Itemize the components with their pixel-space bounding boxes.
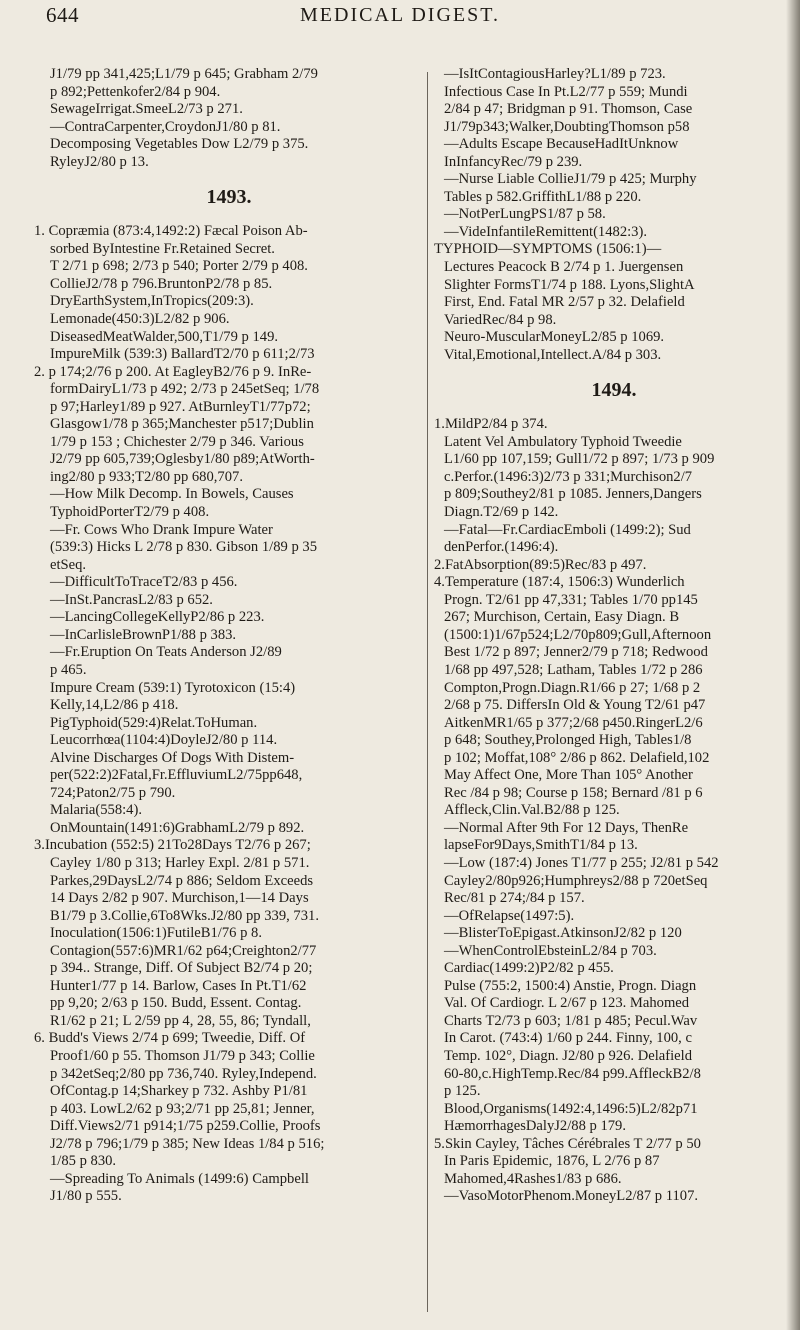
index-line: J1/79p343;Walker,DoubtingThomson p58 (444, 118, 690, 135)
index-line: —NotPerLungPS1/87 p 58. (444, 206, 606, 223)
index-line: Slighter FormsT1/74 p 188. Lyons,SlightA (444, 276, 695, 293)
index-line: Kelly,14,L2/86 p 418. (50, 697, 179, 714)
index-line: R1/62 p 21; L 2/59 pp 4, 28, 55, 86; Tyndall, (50, 1012, 311, 1029)
index-line: Proof1/60 p 55. Thomson J1/79 p 343; Collie (50, 1047, 315, 1064)
index-line: Leucorrhœa(1104:4)DoyleJ2/80 p 114. (50, 732, 278, 749)
index-line: 1/79 p 153 ; Chichester 2/79 p 346. Various (50, 433, 304, 450)
index-line: Infectious Case In Pt.L2/77 p 559; Mundi (444, 83, 688, 100)
index-line: 14 Days 2/82 p 907. Murchison,1—14 Days (50, 890, 309, 907)
index-line: p 394.. Strange, Diff. Of Subject B2/74 p 20; (50, 960, 313, 977)
index-line: Rec/81 p 274;/84 p 157. (444, 890, 585, 907)
index-line: —OfRelapse(1497:5). (444, 907, 575, 924)
index-line: RyleyJ2/80 p 13. (50, 153, 149, 170)
index-line: Alvine Discharges Of Dogs With Distem- (50, 749, 295, 766)
index-line: etSeq. (50, 556, 87, 573)
index-line: J2/78 p 796;1/79 p 385; New Ideas 1/84 p 516; (50, 1135, 325, 1152)
index-line: TyphoidPorterT2/79 p 408. (50, 504, 210, 521)
index-line: —IsItContagiousHarley?L1/89 p 723. (444, 66, 666, 82)
index-line: Impure Cream (539:1) Tyrotoxicon (15:4) (50, 679, 296, 696)
index-line: 724;Paton2/75 p 790. (50, 784, 176, 801)
year-heading: 1494. (591, 379, 637, 402)
index-line: Charts T2/73 p 603; 1/81 p 485; Pecul.Wav (444, 1012, 698, 1029)
index-line: VariedRec/84 p 98. (444, 311, 557, 328)
index-line: —WhenControlEbsteinL2/84 p 703. (444, 942, 657, 959)
index-line: 60-80,c.HighTemp.Rec/84 p99.AffleckB2/8 (444, 1065, 701, 1082)
index-line: —Normal After 9th For 12 Days, ThenRe (444, 819, 689, 836)
index-line: Cayley2/80p926;Humphreys2/88 p 720etSeq (444, 872, 708, 889)
index-line: 5.Skin Cayley, Tâches Cérébrales T 2/77 p 50 (434, 1135, 701, 1152)
index-line: p 125. (444, 1083, 481, 1100)
index-line: p 648; Southey,Prolonged High, Tables1/8 (444, 732, 692, 749)
index-line: (539:3) Hicks L 2/78 p 830. Gibson 1/89 p 35 (50, 539, 317, 556)
index-line: Hunter1/77 p 14. Barlow, Cases In Pt.T1/62 (50, 977, 307, 994)
index-line: DiseasedMeatWalder,500,T1/79 p 149. (50, 328, 279, 345)
index-line: B1/79 p 3.Collie,6To8Wks.J2/80 pp 339, 731. (50, 907, 319, 924)
index-line: —LancingCollegeKellyP2/86 p 223. (50, 609, 265, 626)
index-line: May Affect One, More Than 105° Another (444, 767, 693, 784)
index-line: Malaria(558:4). (50, 802, 142, 819)
index-line: per(522:2)2Fatal,Fr.EffluviumL2/75pp648, (50, 767, 303, 784)
index-line: —InSt.PancrasL2/83 p 652. (50, 591, 213, 608)
index-line: Temp. 102°, Diagn. J2/80 p 926. Delafield (444, 1047, 693, 1064)
index-line: (1500:1)1/67p524;L2/70p809;Gull,Afternoon (444, 626, 712, 643)
index-line: denPerfor.(1496:4). (444, 539, 559, 556)
index-line: —How Milk Decomp. In Bowels, Causes (50, 486, 294, 503)
index-line: In Carot. (743:4) 1/60 p 244. Finny, 100, c (444, 1030, 692, 1047)
index-line: p 342etSeq;2/80 pp 736,740. Ryley,Independ. (50, 1065, 317, 1082)
page-edge-shadow (786, 0, 800, 1330)
index-line: J1/79 pp 341,425;L1/79 p 645; Grabham 2/79 (50, 66, 318, 82)
index-line: Vital,Emotional,Intellect.A/84 p 303. (444, 346, 662, 363)
index-line: Cardiac(1499:2)P2/82 p 455. (444, 960, 614, 977)
index-line: J2/79 pp 605,739;Oglesby1/80 p89;AtWorth- (50, 451, 315, 468)
index-line: 1.MildP2/84 p 374. (434, 416, 548, 433)
index-line: Affleck,Clin.Val.B2/88 p 125. (444, 802, 620, 819)
index-line: —VideInfantileRemittent(1482:3). (444, 223, 647, 240)
index-line: J1/80 p 555. (50, 1188, 122, 1205)
index-line: Mahomed,4Rashes1/83 p 686. (444, 1170, 622, 1187)
index-line: Lemonade(450:3)L2/82 p 906. (50, 311, 230, 328)
index-line: InInfancyRec/79 p 239. (444, 153, 583, 170)
index-line: ing2/80 p 933;T2/80 pp 680,707. (50, 468, 243, 485)
index-line: —Fr.Eruption On Teats Anderson J2/89 (50, 644, 282, 661)
index-line: lapseFor9Days,SmithT1/84 p 13. (444, 837, 638, 854)
index-line: Cayley 1/80 p 313; Harley Expl. 2/81 p 571. (50, 854, 310, 871)
index-line: pp 9,20; 2/63 p 150. Budd, Essent. Contag. (50, 995, 302, 1012)
index-line: AitkenMR1/65 p 377;2/68 p450.RingerL2/6 (444, 714, 703, 731)
index-line: —BlisterToEpigast.AtkinsonJ2/82 p 120 (444, 925, 682, 942)
index-line: 2/68 p 75. DiffersIn Old & Young T2/61 p47 (444, 697, 706, 714)
index-line: OnMountain(1491:6)GrabhamL2/79 p 892. (50, 819, 305, 836)
index-line: —Adults Escape BecauseHadItUnknow (444, 136, 679, 153)
index-line: p 97;Harley1/89 p 927. AtBurnleyT1/77p72; (50, 398, 311, 415)
index-line: p 809;Southey2/81 p 1085. Jenners,Dangers (444, 486, 702, 503)
page-number: 644 (46, 3, 79, 27)
index-line: Val. Of Cardiogr. L 2/67 p 123. Mahomed (444, 995, 690, 1012)
index-line: Diff.Views2/71 p914;1/75 p259.Collie, Proofs (50, 1118, 321, 1135)
index-line: —VasoMotorPhenom.MoneyL2/87 p 1107. (444, 1188, 699, 1205)
index-line: Pulse (755:2, 1500:4) Anstie, Progn. Diagn (444, 977, 697, 994)
index-line: 2.FatAbsorption(89:5)Rec/83 p 497. (434, 556, 647, 573)
index-line: 267; Murchison, Certain, Easy Diagn. B (444, 609, 680, 626)
index-line: p 465. (50, 661, 87, 678)
index-line: Glasgow1/78 p 365;Manchester p517;Dublin (50, 416, 314, 433)
index-line: Tables p 582.GriffithL1/88 p 220. (444, 188, 642, 205)
right-column (434, 66, 794, 1206)
index-line: In Paris Epidemic, 1876, L 2/76 p 87 (444, 1153, 660, 1170)
index-line: Latent Vel Ambulatory Typhoid Tweedie (444, 433, 682, 450)
index-line: CollieJ2/78 p 796.BruntonP2/78 p 85. (50, 275, 273, 292)
left-column (34, 66, 424, 1206)
index-line: 1. Copræmia (873:4,1492:2) Fæcal Poison Ab- (34, 223, 308, 240)
index-line: Contagion(557:6)MR1/62 p64;Creighton2/77 (50, 942, 317, 959)
index-line: 1/68 pp 497,528; Latham, Tables 1/72 p 286 (444, 661, 703, 678)
index-line: T 2/71 p 698; 2/73 p 540; Porter 2/79 p 408. (50, 258, 308, 275)
index-line: L1/60 pp 107,159; Gull1/72 p 897; 1/73 p 909 (444, 451, 715, 468)
index-line: —Spreading To Animals (1499:6) Campbell (50, 1170, 309, 1187)
index-line: Rec /84 p 98; Course p 158; Bernard /81 p 6 (444, 784, 703, 801)
index-line: 2/84 p 47; Bridgman p 91. Thomson, Case (444, 101, 693, 118)
index-line: p 403. LowL2/62 p 93;2/71 pp 25,81; Jenner, (50, 1100, 315, 1117)
index-line: TYPHOID—SYMPTOMS (1506:1)— (434, 241, 662, 258)
index-line: Compton,Progn.Diagn.R1/66 p 27; 1/68 p 2 (444, 679, 701, 696)
index-line: Inoculation(1506:1)FutileB1/76 p 8. (50, 925, 262, 942)
index-line: p 102; Moffat,108° 2/86 p 862. Delafield,102 (444, 749, 710, 766)
index-line: —Fr. Cows Who Drank Impure Water (50, 521, 273, 538)
index-line: HæmorrhagesDalyJ2/88 p 179. (444, 1118, 626, 1135)
index-line: c.Perfor.(1496:3)2/73 p 331;Murchison2/7 (444, 468, 693, 485)
index-line: —Low (187:4) Jones T1/77 p 255; J2/81 p 542 (444, 854, 719, 871)
index-line: 1/85 p 830. (50, 1153, 117, 1170)
index-line: Decomposing Vegetables Dow L2/79 p 375. (50, 136, 309, 153)
index-line: sorbed ByIntestine Fr.Retained Secret. (50, 240, 275, 257)
index-line: —Nurse Liable CollieJ1/79 p 425; Murphy (444, 171, 697, 188)
index-line: —InCarlisleBrownP1/88 p 383. (50, 626, 237, 643)
index-line: Diagn.T2/69 p 142. (444, 504, 559, 521)
index-line: Parkes,29DaysL2/74 p 886; Seldom Exceeds (50, 872, 314, 889)
index-line: First, End. Fatal MR 2/57 p 32. Delafield (444, 294, 685, 311)
index-line: Blood,Organisms(1492:4,1496:5)L2/82p71 (444, 1100, 698, 1117)
index-line: formDairyL1/73 p 492; 2/73 p 245etSeq; 1/78 (50, 381, 320, 398)
index-line: PigTyphoid(529:4)Relat.ToHuman. (50, 714, 258, 731)
index-line: Progn. T2/61 pp 47,331; Tables 1/70 pp145 (444, 591, 698, 608)
index-line: p 892;Pettenkofer2/84 p 904. (50, 83, 221, 100)
index-line: Lectures Peacock B 2/74 p 1. Juergensen (444, 259, 684, 276)
index-line: —DifficultToTraceT2/83 p 456. (50, 574, 238, 591)
index-line: Neuro-MuscularMoneyL2/85 p 1069. (444, 329, 665, 346)
column-divider (427, 72, 428, 1312)
index-line: 3.Incubation (552:5) 21To28Days T2/76 p 267; (34, 837, 311, 854)
index-line: DryEarthSystem,InTropics(209:3). (50, 293, 254, 310)
running-title: MEDICAL DIGEST. (300, 4, 500, 26)
index-line: —Fatal—Fr.CardiacEmboli (1499:2); Sud (444, 521, 691, 538)
index-line: Best 1/72 p 897; Jenner2/79 p 718; Redwood (444, 644, 708, 661)
index-line: 4.Temperature (187:4, 1506:3) Wunderlich (434, 574, 685, 591)
index-line: 2. p 174;2/76 p 200. At EagleyB2/76 p 9. InRe- (34, 363, 312, 380)
index-line: OfContag.p 14;Sharkey p 732. Ashby P1/81 (50, 1083, 308, 1100)
index-line: ImpureMilk (539:3) BallardT2/70 p 611;2/73 (50, 346, 315, 363)
index-line: —ContraCarpenter,CroydonJ1/80 p 81. (50, 118, 281, 135)
index-line: 6. Budd's Views 2/74 p 699; Tweedie, Diff. Of (34, 1030, 306, 1047)
year-heading: 1493. (206, 186, 252, 209)
index-line: SewageIrrigat.SmeeL2/73 p 271. (50, 101, 243, 118)
